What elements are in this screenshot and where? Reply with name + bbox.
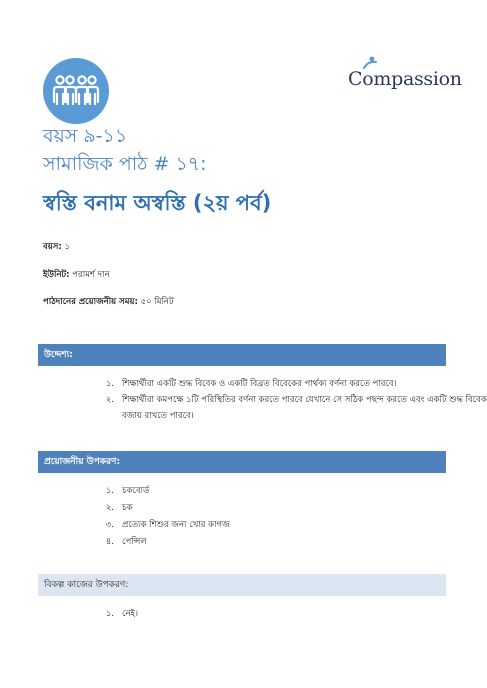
list-text: চক (122, 503, 133, 513)
list-number: ১. (105, 609, 114, 619)
list-text: শিক্ষার্থীরা একটি শুদ্ধ বিবেক ও একটি বিব্রত বিবেকের পার্থক্য বর্ণনা করতে পারবে। (122, 379, 397, 389)
unit-label: ইউনিট: (43, 270, 70, 280)
list-text: নেই। (122, 609, 138, 619)
list-number: ৪. (105, 537, 114, 547)
list-text: বজায় রাখতে পারবে। (122, 411, 194, 421)
age-line (43, 240, 70, 254)
time-value: ৫০ মিনিট (140, 297, 174, 307)
list-number: ২. (105, 395, 114, 405)
list-text: প্রত্যেক শিশুর জন্য খোর কাগজ (122, 520, 230, 530)
list-number: ২. (105, 503, 114, 513)
group-of-people-icon (43, 58, 109, 124)
age-label: বয়স: (43, 242, 62, 252)
list-number: ১. (105, 379, 114, 389)
list-text: শিক্ষার্থীরা কমপক্ষে ১টি পরিস্থিতির বর্ণনা করতে পারবে যেখানে সে সঠিক পছন্দ করতে এবং একটি শুদ্ধ বিবেক (122, 395, 487, 405)
time-line (43, 295, 174, 309)
materials-heading: প্রয়োজনীয় উপকরণ: (38, 451, 446, 473)
unit-value: পরামর্শ দান (72, 270, 110, 280)
list-number: ১. (105, 486, 114, 496)
objectives-heading: উদ্দেশ্য: (38, 344, 446, 366)
logo-text: Compassion (348, 68, 462, 90)
alt-materials-heading: বিকল্প কাজের উপকরণ: (38, 574, 446, 596)
lesson-heading: সামাজিক পাঠ # ১৭: (43, 153, 207, 175)
time-label: পাঠদানের প্রয়োজনীয় সময়: (43, 297, 138, 307)
list-number: ৩. (105, 520, 114, 530)
age-range-heading: বয়স ৯-১১ (43, 125, 128, 147)
compassion-logo (340, 56, 462, 96)
page-title: স্বস্তি বনাম অস্বস্তি (২য় পর্ব) (43, 191, 272, 215)
unit-line (43, 268, 110, 282)
list-text: পেন্সিল (122, 537, 147, 547)
age-value: ১ (64, 242, 70, 252)
list-text: চকবোর্ড (122, 486, 150, 496)
